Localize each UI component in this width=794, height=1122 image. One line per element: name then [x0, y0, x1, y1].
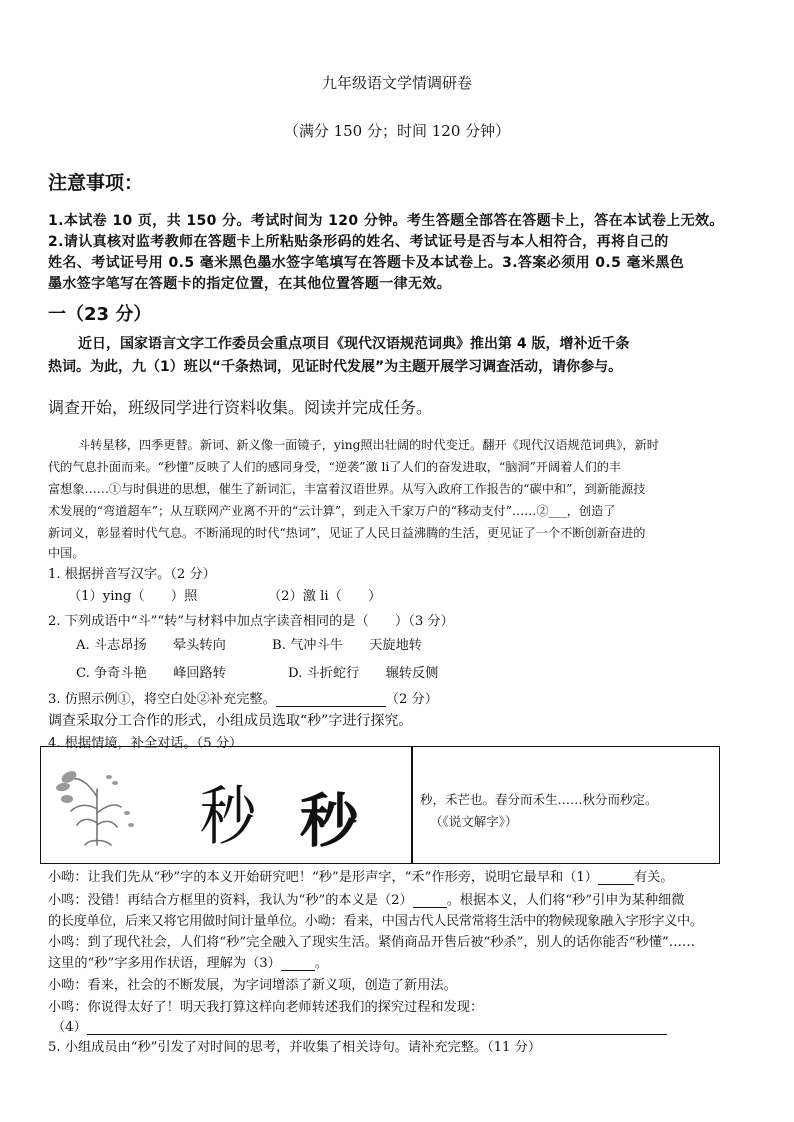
blank-3[interactable] — [281, 955, 315, 971]
question-2-option-d[interactable]: D. 斗折蛇行 辗转反侧 — [288, 666, 439, 681]
notice-line: 2.请认真核对监考教师在答题卡上所粘贴条形码的姓名、考试证号是否与本人相符合，再将自己的 — [48, 234, 669, 250]
regular-script-miao: 秒 — [300, 787, 359, 855]
dialogue-line-8 — [52, 1016, 667, 1035]
question-1-item-a[interactable]: （1）ying（ ）照 — [68, 589, 198, 604]
dialogue-line-6: 小呦：看来，社会的不断发展，为字词增添了新义项，创造了新用法。 — [48, 978, 457, 993]
lead-2: 调查采取分工合作的形式，小组成员选取“秒”字进行探究。 — [48, 713, 413, 729]
passage-line: 斗转星移，四季更替。新词、新义像一面镜子，ying照出壮阔的时代变迁。翻开《现代汉语规范词典》，新时 — [78, 438, 659, 452]
dialogue-text: 小鸣：没错！再结合方框里的资料，我认为“秒”的本义是（2） — [48, 893, 413, 908]
rice-plant-icon — [49, 753, 149, 857]
passage-line: 术发展的“弯道超车”；从互联网产业离不开的“云计算”，到走入千家万户的“移动支付”……②___，创造了 — [48, 504, 616, 518]
section-lead: 调查开始，班级同学进行资料收集。阅读并完成任务。 — [48, 398, 433, 417]
question-4-stem: 4. 根据情境，补全对话。（5 分） — [48, 736, 243, 751]
question-1-stem: 1. 根据拼音写汉字。（2 分） — [48, 567, 216, 582]
notice-line: 1.本试卷 10 页，共 150 分。考试时间为 120 分钟。考生答题全部答在答题卡上，答在本试卷上无效。 — [48, 213, 724, 229]
question-2-option-a[interactable]: A. 斗志昂扬 晕头转向 — [76, 638, 226, 653]
question-1-item-b[interactable]: （2）激 li（ ） — [268, 589, 382, 604]
notice-line: 姓名、考试证号用 0.5 毫米黑色墨水签字笔填写在答题卡及本试卷上。3.答案必须用 0.5 毫米黑色 — [48, 255, 685, 271]
question-2-option-c[interactable]: C. 争奇斗艳 峰回路转 — [76, 666, 226, 681]
question-2-stem: 2. 下列成语中“斗”“转”与材料中加点字读音相同的是（ ）（3 分） — [48, 614, 454, 629]
seal-script-miao: 秒 — [200, 779, 256, 855]
shuowen-source: （《说文解字》） — [430, 814, 518, 829]
shuowen-quote: 秒，禾芒也。春分而禾生……秋分而秒定。 — [420, 792, 658, 807]
dialogue-text: 有关。 — [633, 870, 674, 885]
dialogue-text: 。根据本义，人们将“秒”引申为某种细微 — [446, 893, 685, 908]
question-2-option-b[interactable]: B. 气冲斗牛 天旋地转 — [272, 638, 422, 653]
question-3-points: （2 分） — [385, 692, 438, 707]
dialogue-line-1 — [48, 866, 674, 885]
section-heading: 一（23 分） — [48, 304, 152, 325]
blank-2[interactable] — [413, 892, 447, 908]
blank-4[interactable] — [87, 1019, 667, 1035]
dialogue-line-4: 小鸣：到了现代社会，人们将“秒”完全融入了现实生活。紧俏商品开售后被“秒杀”，别人的话你能否“秒懂”…… — [48, 935, 696, 950]
passage-line: 代的气息扑面而来。“秒懂”反映了人们的感同身受，“逆袭”激 li了人们的奋发进取，“脑洞”开阔着人们的丰 — [48, 460, 622, 474]
question-5-stem: 5. 小组成员由“秒”引发了对时间的思考，并收集了相关诗句。请补充完整。（11 分） — [48, 1040, 542, 1055]
passage-line: 中国。 — [48, 546, 85, 560]
dialogue-line-5 — [48, 952, 328, 971]
question-3-blank[interactable] — [276, 691, 386, 707]
dialogue-text: 这里的“秒”字多用作状语，理解为（3） — [48, 956, 281, 971]
dialogue-line-7: 小鸣：你说得太好了！明天我打算这样向老师转述我们的探究过程和发现： — [48, 1000, 484, 1015]
exam-subtitle: （满分 150 分；时间 120 分钟） — [283, 122, 511, 140]
question-3-stem: 3. 仿照示例①，将空白处②补充完整。 — [48, 692, 276, 707]
dialogue-text: 小呦：让我们先从“秒”字的本义开始研究吧！“秒”是形声字，“禾”作形旁，说明它最早和（1） — [48, 870, 598, 885]
question-3-line — [48, 688, 438, 707]
passage-line: 富想象……①与时俱进的思想，催生了新词汇，丰富着汉语世界。从写入政府工作报告的“碳中和”，到新能源技 — [48, 482, 646, 496]
section-intro-line: 近日，国家语言文字工作委员会重点项目《现代汉语规范词典》推出第 4 版，增补近千条 — [78, 336, 630, 352]
exam-title: 九年级语文学情调研卷 — [321, 74, 472, 92]
notice-heading: 注意事项： — [48, 172, 144, 194]
notice-line: 墨水签字笔写在答题卡的指定位置，在其他位置答题一律无效。 — [48, 276, 452, 292]
section-intro-line: 热词。为此，九（1）班以“千条热词，见证时代发展”为主题开展学习调查活动，请你参与。 — [48, 359, 623, 375]
material-box-divider — [411, 747, 413, 863]
dialogue-text: 。 — [314, 956, 329, 971]
dialogue-line-2 — [48, 889, 684, 908]
blank-1[interactable] — [598, 869, 634, 885]
dialogue-text: （4） — [52, 1020, 87, 1035]
passage-line: 新词义，彰显着时代气息。不断涌现的时代“热词”，见证了人民日益沸腾的生活，更见证了一个不断创新奋进的 — [48, 526, 646, 540]
dialogue-line-3: 的长度单位，后来又将它用做时间计量单位。小呦：看来，中国古代人民常常将生活中的物候现象融入字形字义中。 — [48, 914, 703, 929]
